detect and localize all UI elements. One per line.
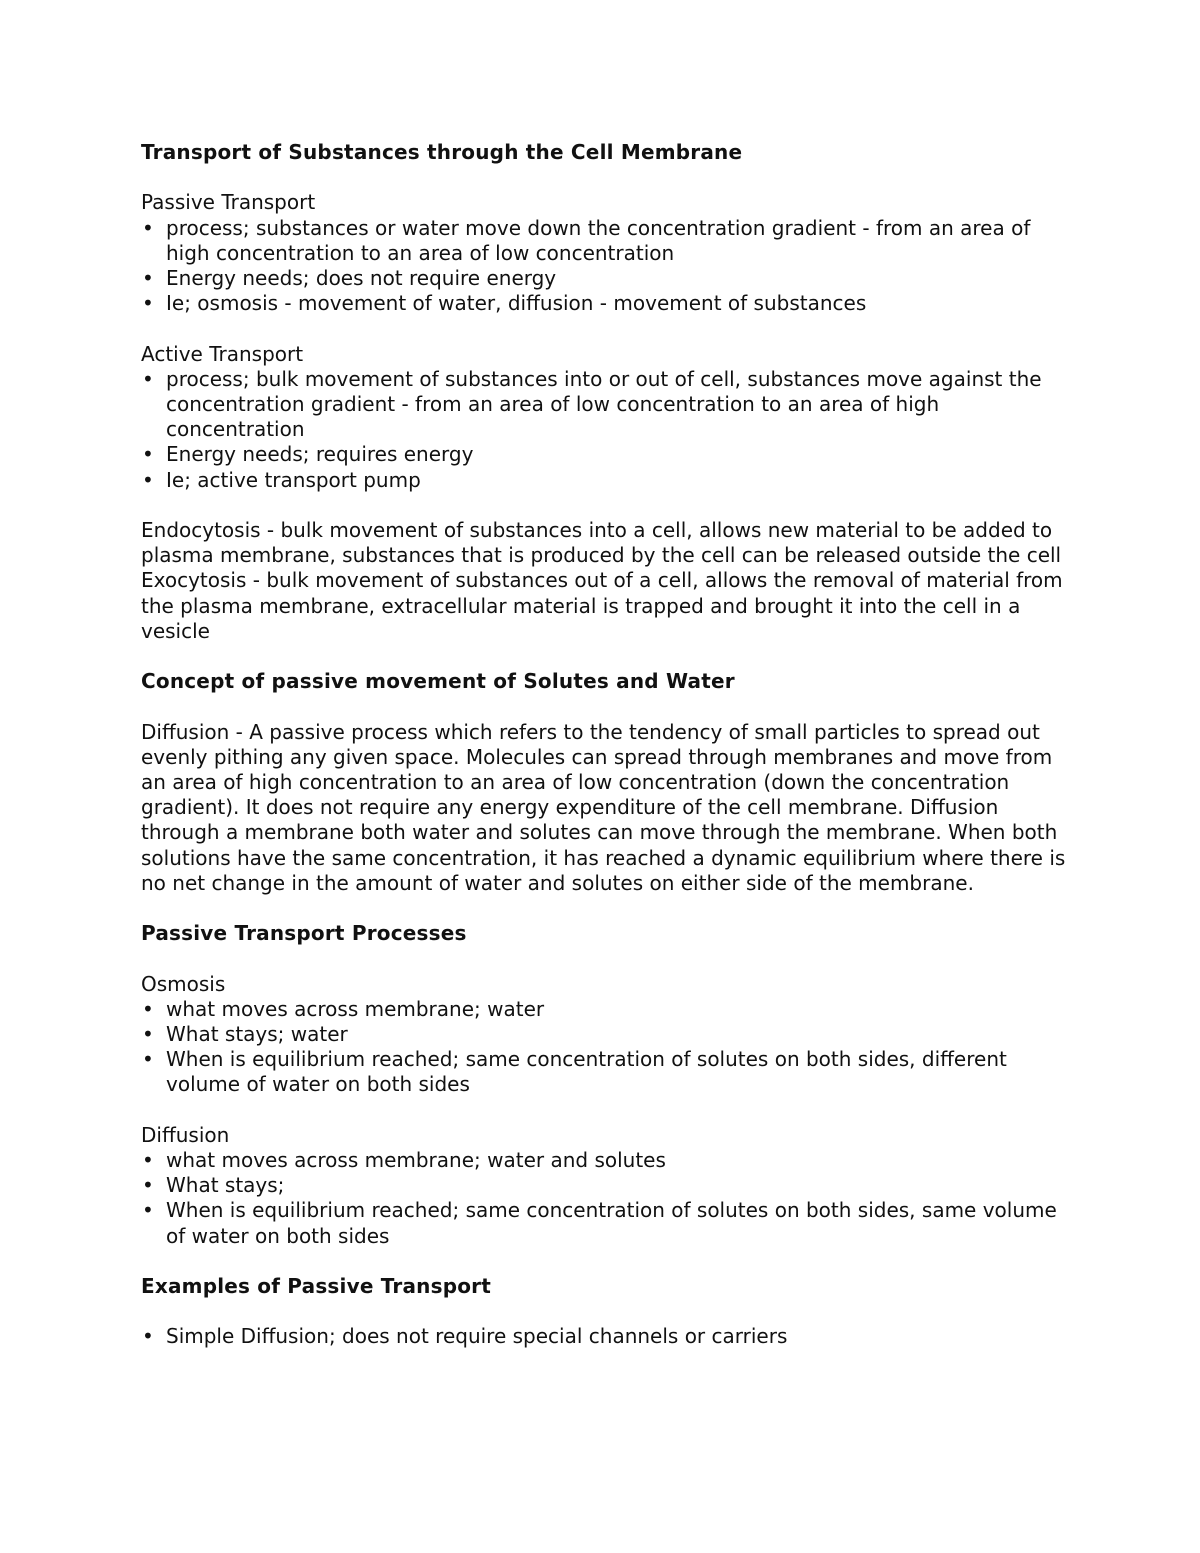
list-item: • Ie; active transport pump [141,468,1071,493]
list-item: • Energy needs; requires energy [141,442,1071,467]
list-item: • Simple Diffusion; does not require special channels or carriers [141,1324,1071,1349]
list-item: • When is equilibrium reached; same concentration of solutes on both sides, different volume of water on both sides [141,1047,1071,1097]
spacer [141,896,1071,921]
active-transport-heading: Active Transport [141,341,304,366]
passive-transport-list [141,216,1071,317]
examples-heading: Examples of Passive Transport [141,1274,491,1298]
concept-heading: Concept of passive movement of Solutes and Water [141,669,735,694]
list-item: • what moves across membrane; water and solutes [141,1148,1071,1173]
document-title: Transport of Substances through the Cell Membrane [141,140,743,164]
list-item: • What stays; [141,1173,1071,1198]
spacer [141,644,1071,669]
spacer [141,1299,1071,1324]
spacer [141,946,1071,971]
list-item: • What stays; water [141,1022,1071,1047]
list-item: • process; substances or water move down the concentration gradient - from an area of high concentration to an area of low concentration [141,216,1071,266]
spacer [141,1098,1071,1123]
diffusion-label: Diffusion [141,1122,230,1147]
examples-list [141,1324,1071,1349]
list-item: • process; bulk movement of substances into or out of cell, substances move against the concentration gradient - from an area of low concentration to an area of high concentration [141,367,1071,443]
spacer [141,493,1071,518]
spacer [141,1249,1071,1274]
spacer [141,165,1071,190]
processes-heading: Passive Transport Processes [141,921,467,946]
active-transport-list [141,367,1071,493]
diffusion-list [141,1148,1071,1249]
list-item: • Ie; osmosis - movement of water, diffusion - movement of substances [141,291,1071,316]
endocytosis-paragraph: Endocytosis - bulk movement of substances into a cell, allows new material to be added to plasma membrane, substances that is produced by the cell can be released outside the cell [141,518,1062,568]
osmosis-label: Osmosis [141,971,226,996]
document-page [141,140,1071,1350]
list-item: • what moves across membrane; water [141,997,1071,1022]
spacer [141,316,1071,341]
passive-transport-heading: Passive Transport [141,190,316,215]
spacer [141,694,1071,719]
exocytosis-paragraph: Exocytosis - bulk movement of substances out of a cell, allows the removal of material from the plasma membrane, extracellular material is trapped and brought it into the cell in a vesicle [141,568,1063,643]
osmosis-list [141,997,1071,1098]
list-item: • When is equilibrium reached; same concentration of solutes on both sides, same volume of water on both sides [141,1198,1071,1248]
diffusion-paragraph: Diffusion - A passive process which refers to the tendency of small particles to spread out evenly pithing any given space. Molecules can spread through membranes and move from an area of high concentration to an area of low concentration (down the concentration gradient). It does not require any energy expenditure of the cell membrane. Diffusion through a membrane both water and solutes can move through the membrane. When both solutions have the same concentration, it has reached a dynamic equilibrium where there is no net change in the amount of water and solutes on either side of the membrane. [141,719,1066,895]
list-item: • Energy needs; does not require energy [141,266,1071,291]
